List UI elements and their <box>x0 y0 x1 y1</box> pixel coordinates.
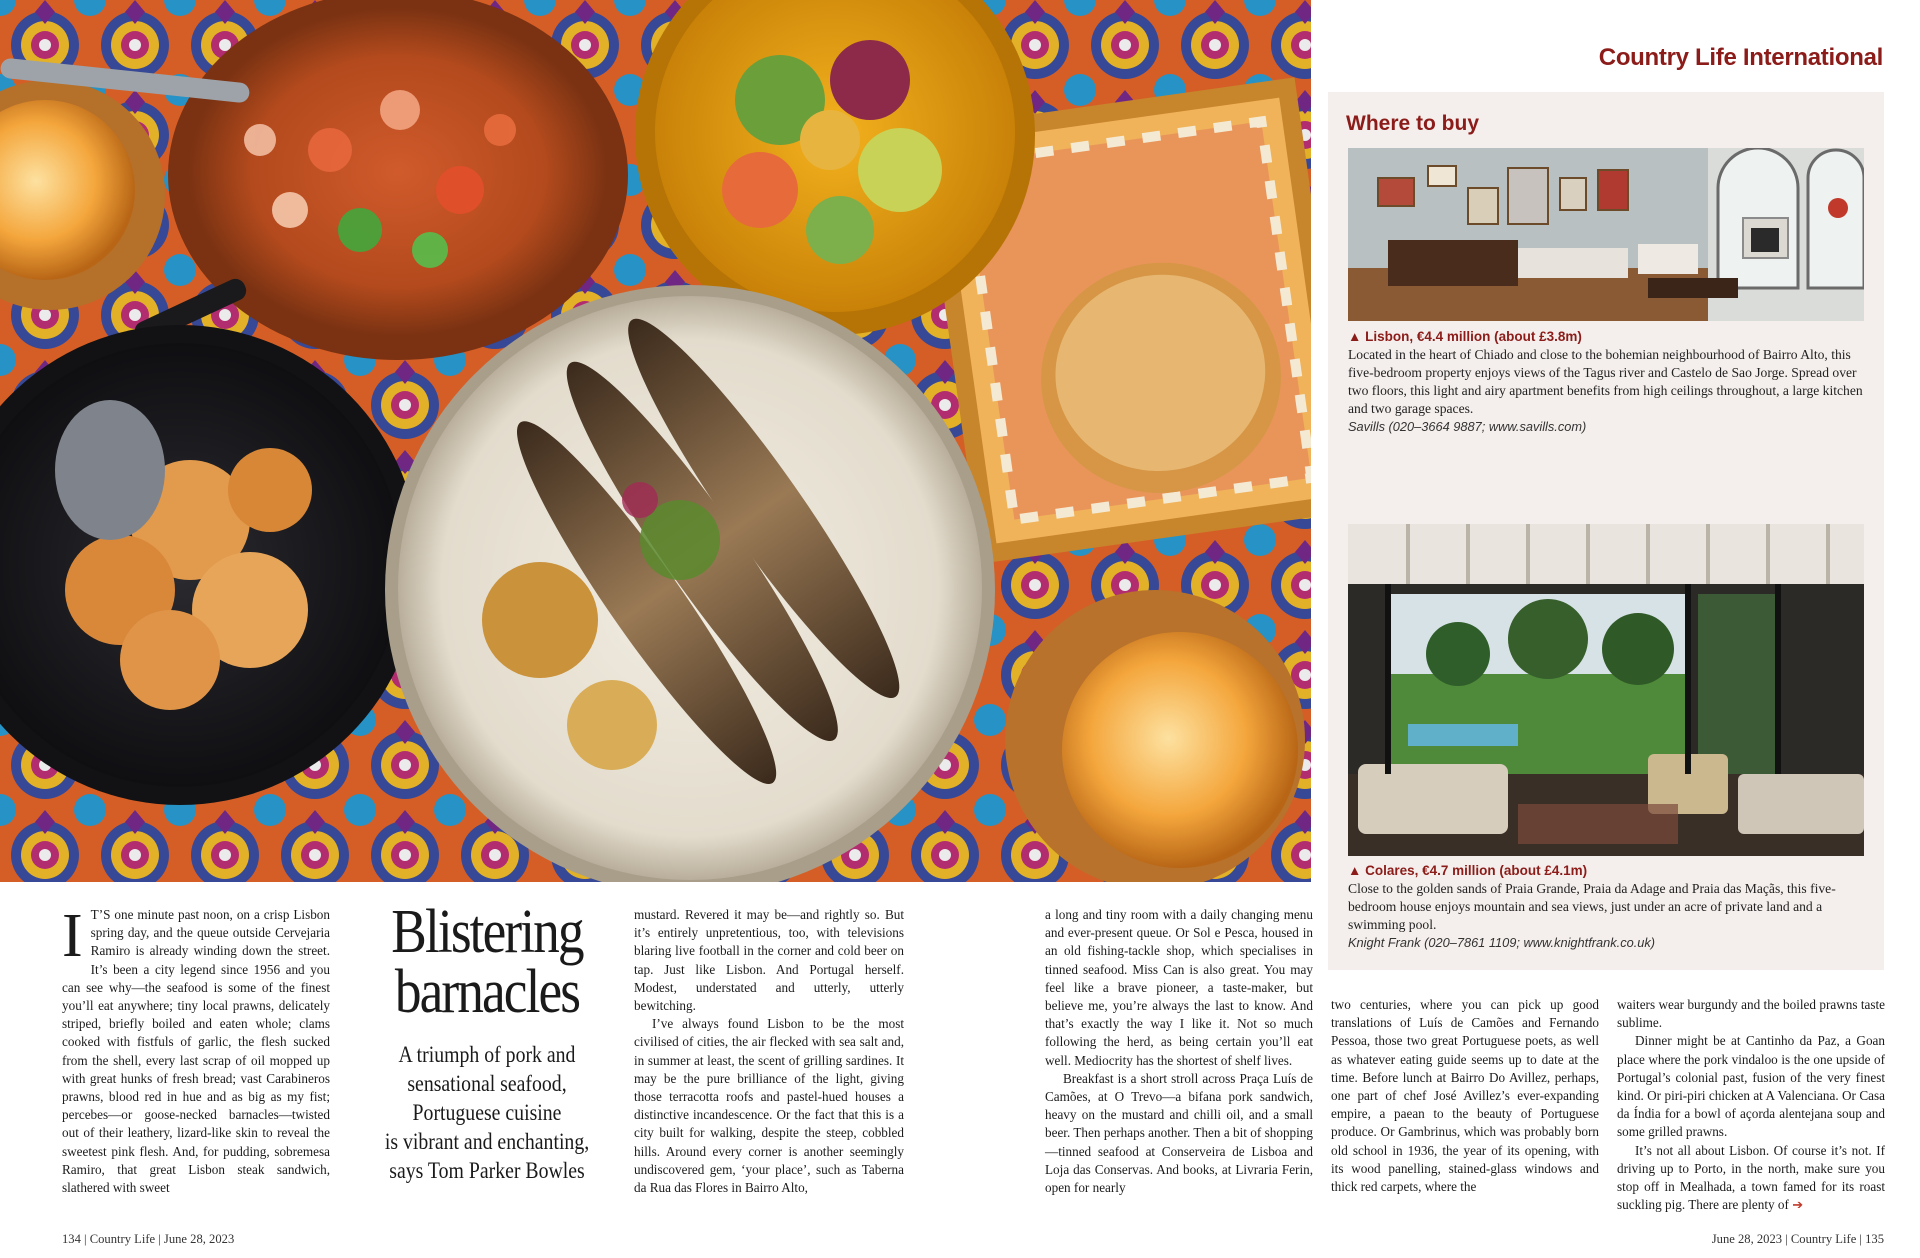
article-column-2 <box>634 906 904 1197</box>
where-to-buy-box <box>1328 92 1884 970</box>
author-name: Tom Parker Bowles <box>427 1158 585 1183</box>
article-column-5 <box>1617 996 1885 1214</box>
right-page-folio: June 28, 2023 | Country Life | 135 <box>1711 1232 1884 1246</box>
article-paragraph: waiters wear burgundy and the boiled prawns taste sublime. <box>1617 997 1885 1031</box>
article-paragraph: Dinner might be at Cantinho da Paz, a Goan place where the pork vindaloo is the one upside of Portugal’s colonial past, fusion of the very finest kind. Or piri-piri chicken at A Valenciana. Or Casa da Índia for a bowl of açorda alentejana soup and some grilled prawns. <box>1617 1033 1885 1140</box>
lisbon-property-agent: Savills (020–3664 9887; www.savills.com) <box>1348 419 1587 434</box>
article-paragraph: a long and tiny room with a daily changing menu and ever-present queue. Or Sol e Pesca, housed in an old fishing-tackle shop, which specialises in tinned seafood. Miss Can is also great. You may feel like a brave pioneer, a taste-maker, but believe me, you’re always the last to know. And that’s exactly the way I like it. Not so much following the herd, as being certain you’ll eat well. Mediocrity has the shortest of shelf lives. <box>1045 907 1313 1068</box>
article-column-4 <box>1331 996 1599 1196</box>
colares-property-agent: Knight Frank (020–7861 1109; www.knightfrank.co.uk) <box>1348 935 1656 950</box>
colares-property-description: Close to the golden sands of Praia Grande, Praia da Adage and Praia das Maçãs, this five-bedroom house enjoys mountain and sea views, just under an acre of private land and a swimming pool. <box>1348 881 1836 932</box>
colares-property-caption <box>1348 862 1864 952</box>
article-column-1 <box>62 902 330 1197</box>
lisbon-property-description: Located in the heart of Chiado and close to the bohemian neighbourhood of Bairro Alto, this five-bedroom property enjoys views of the Tagus river and Castelo de Sao Jorge. Spread over two floors, this light and airy apartment benefits from high ceilings throughout, a large kitchen and two garage spaces. <box>1348 347 1863 416</box>
lisbon-property-photo <box>1348 148 1864 321</box>
hero-food-photo <box>0 0 1311 882</box>
standfirst-line: A triumph of pork and <box>398 1042 576 1067</box>
where-to-buy-title: Where to buy <box>1346 112 1480 135</box>
article-paragraph: two centuries, where you can pick up good translations of Luís de Camões and Fernando Pessoa, those two great Portuguese poets, as well as whatever eating guide seems up to date at the time. Before lunch at Bairro Do Avillez, perhaps, one part of chef José Avillez’s ever-expanding empire, a paean to the beauty of Portuguese produce. Or Gambrinus, which was probably born old school in 1936, the year of its opening, with its wood panelling, stained-glass windows and thick red carpets, where the <box>1331 997 1599 1195</box>
article-paragraph: Breakfast is a short stroll across Praça Luís de Camões, at O Trevo—a bifana pork sandwich, heavy on the mustard and chilli oil, and a small beer. Then perhaps another. Then a bit of shopping—tinned seafood at Conserveira de Lisboa and Loja das Conservas. And books, at Livraria Ferin, open for nearly <box>1045 1070 1313 1196</box>
article-paragraph: It’s not all about Lisbon. Of course it’s not. If driving up to Porto, in the north, make sure you stop off in Mealhada, a town famed for its roast suckling pig. There are plenty of ➔ <box>1617 1142 1885 1213</box>
standfirst-line: Portuguese cuisine <box>412 1100 562 1125</box>
lisbon-property-headline: ▲ Lisbon, €4.4 million (about £3.8m) <box>1348 329 1582 344</box>
standfirst-line: sensational seafood, <box>407 1071 567 1096</box>
article-paragraph: mustard. Revered it may be—and rightly so. But it’s entirely unpretentious, too, with televisions blaring live football in the corner and cold beer on tap. Just like Lisbon. And Portugal herself. Modest, understated and utterly, utterly bewitching. <box>634 907 904 1014</box>
article-standfirst <box>369 1040 605 1185</box>
continue-arrow-icon: ➔ <box>1792 1197 1804 1213</box>
standfirst-line: is vibrant and enchanting, <box>384 1129 590 1154</box>
article-title-line-2: barnacles <box>394 958 580 1026</box>
drop-cap: I <box>62 902 83 970</box>
article-paragraph: I T’S one minute past noon, on a crisp Lisbon spring day, and the queue outside Cervejaria Ramiro is already winding down the street. It’s been a city legend since 1956 and you can see why—the seafood is some of the finest you’ll eat anywhere; tiny local prawns, delicately striped, briefly boiled and eaten whole; clams cooked with fistfuls of garlic, the flesh sucked from the shell, every last scrap of oil mopped up with great hunks of fresh bread; vast Carabineros prawns, blood red in hue and as big as my fist; percebes—or goose-necked barnacles—twisted out of their leathery, lizard-like skin to reveal the sweetest pink flesh. And, for pudding, sobremesa Ramiro, that great Lisbon steak sandwich, slathered with sweet <box>62 902 330 1196</box>
magazine-section-title: Country Life International <box>1598 44 1883 71</box>
lisbon-property-caption <box>1348 328 1864 436</box>
colares-property-photo <box>1348 524 1864 856</box>
byline: says Tom Parker Bowles <box>389 1158 585 1183</box>
colares-property-headline: ▲ Colares, €4.7 million (about £4.1m) <box>1348 863 1588 878</box>
article-title-line-1: Blistering <box>391 898 583 966</box>
article-headline-block <box>350 898 624 1185</box>
left-page-folio: 134 | Country Life | June 28, 2023 <box>62 1232 235 1246</box>
article-paragraph: I’ve always found Lisbon to be the most civilised of cities, the air flecked with sea salt and, in summer at least, the scent of grilling sardines. It may be the pure brilliance of the light, giving those terracotta roofs and pastel-hued houses a distinctive incandescence. Or the fact that this is a city built for walking, despite the steep, cobbled hills. Around every corner is another seemingly undiscovered gem, ‘your place’, such as Taberna da Rua das Flores in Bairro Alto, <box>634 1016 904 1196</box>
article-column-3 <box>1045 906 1313 1197</box>
